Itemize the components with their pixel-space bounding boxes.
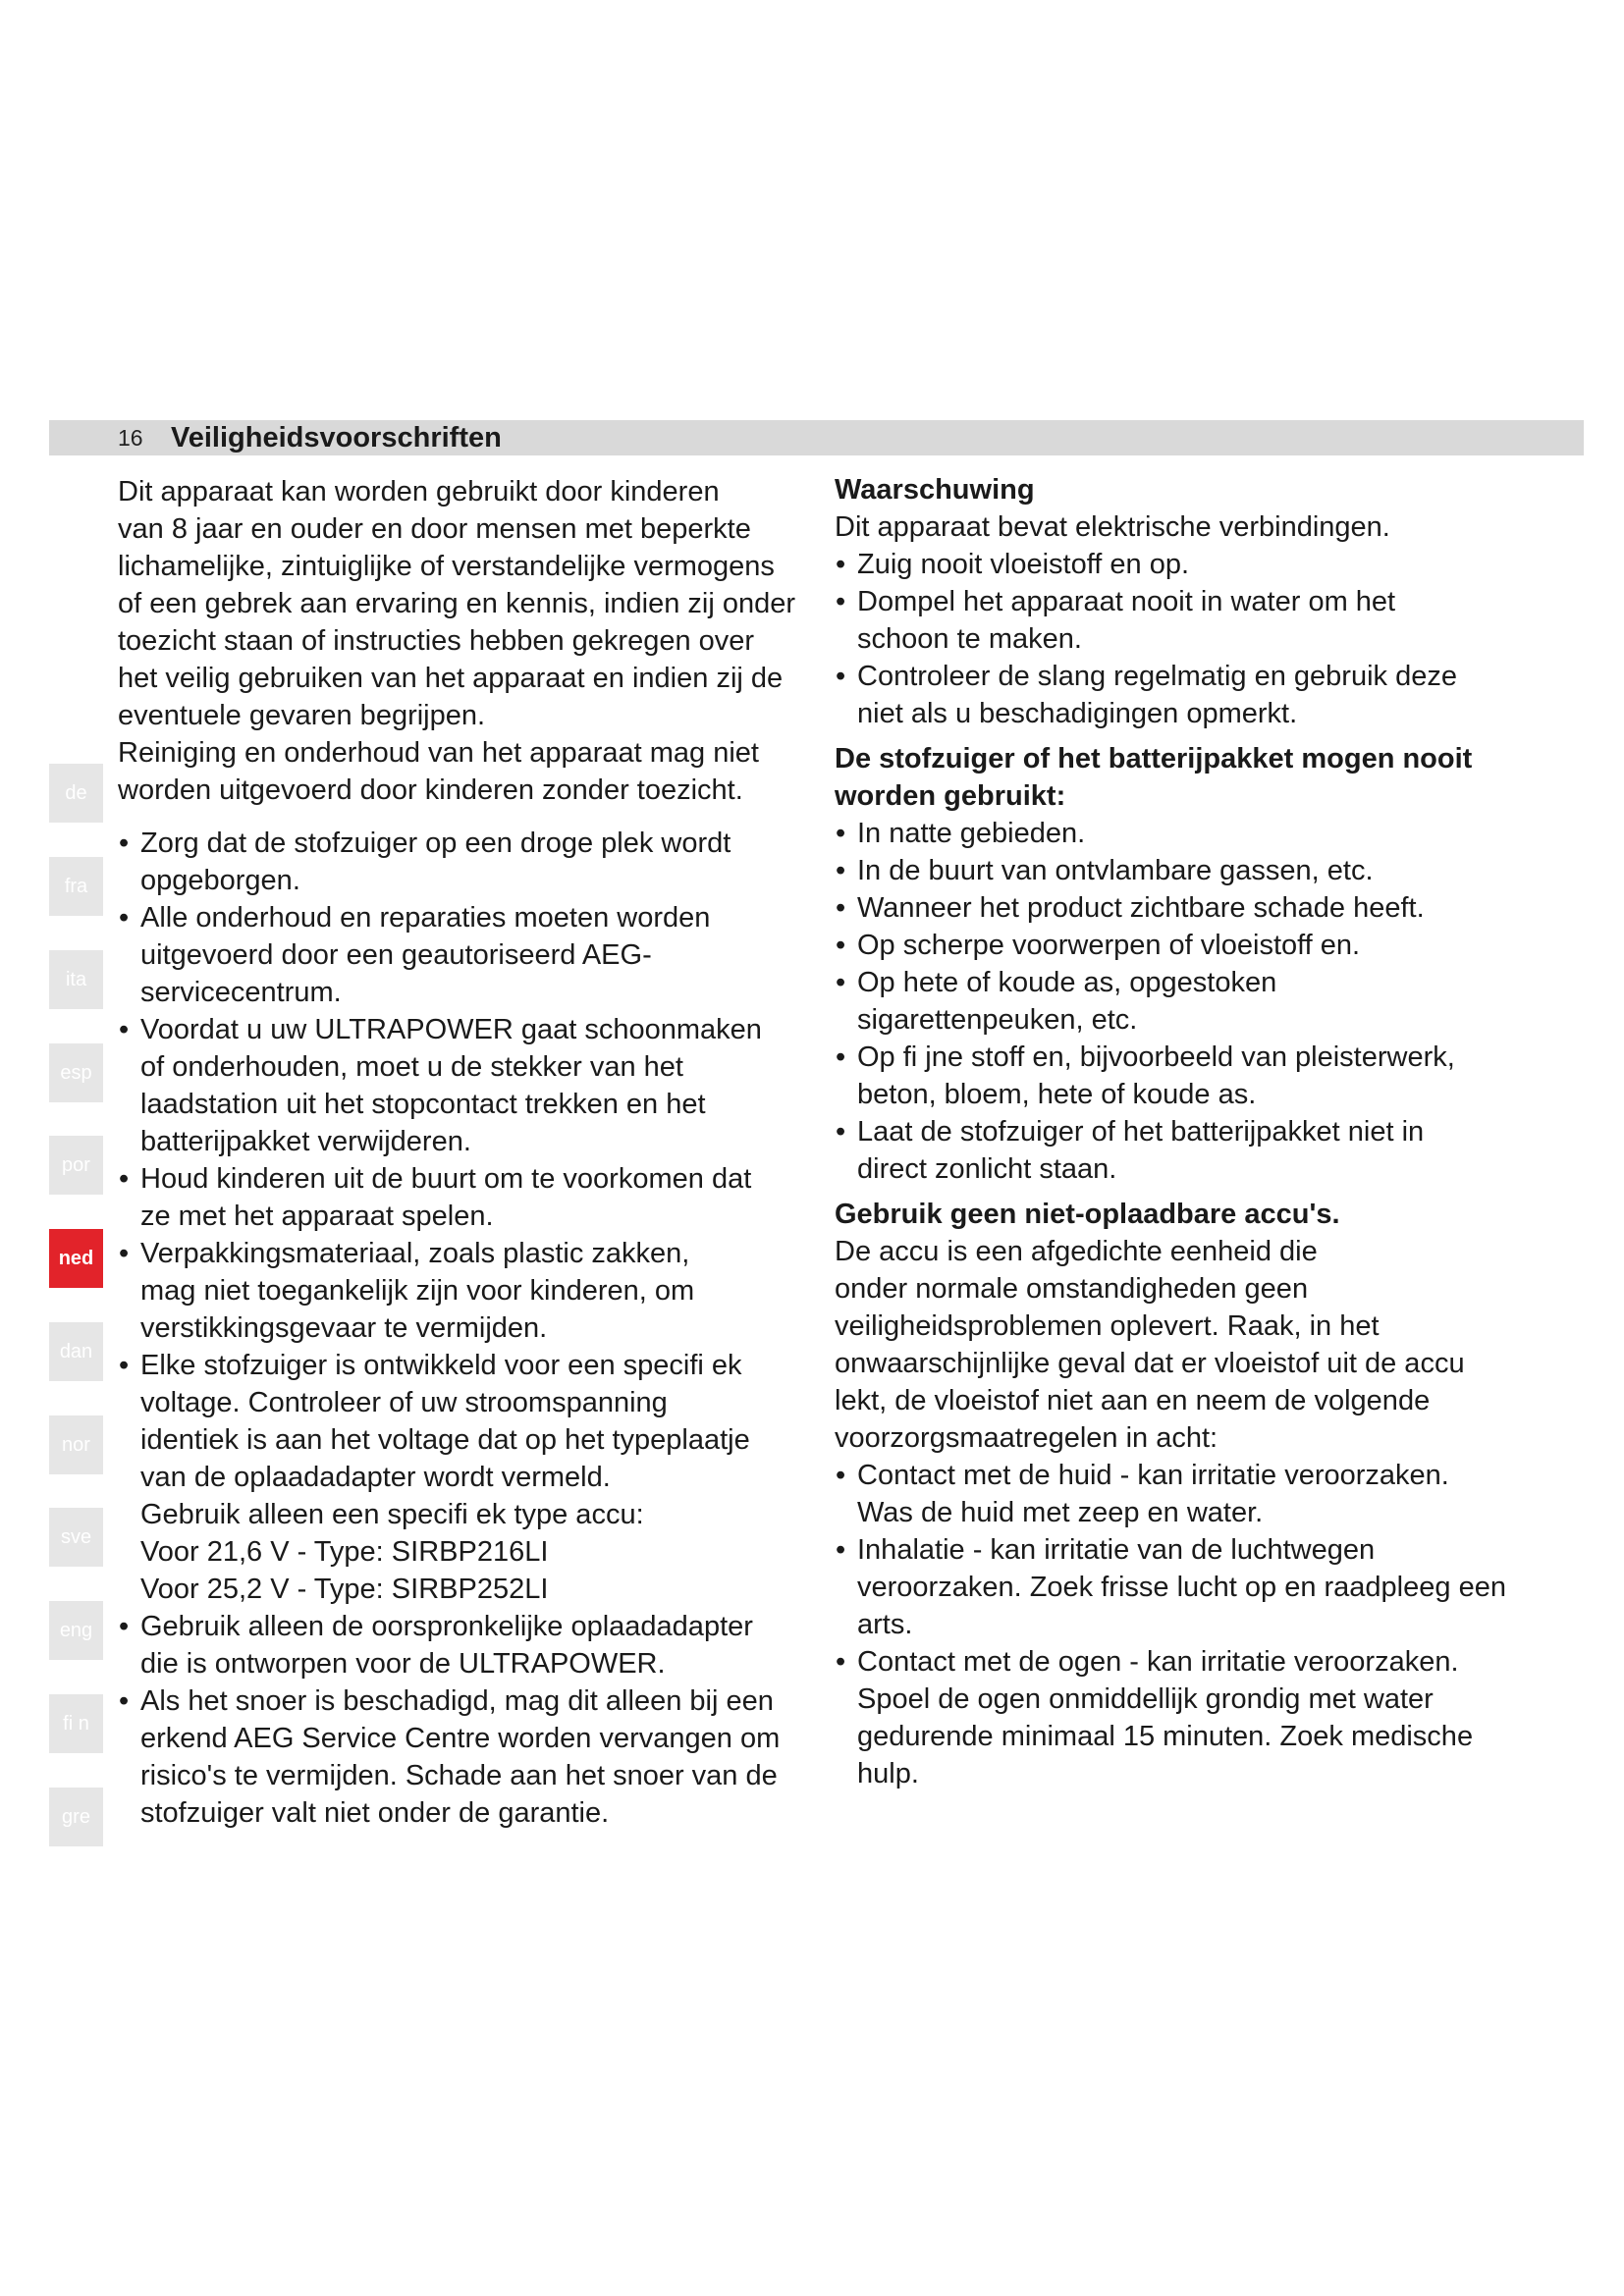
list-item-line: • Verpakkingsmateriaal, zoals plastic zakken, [140, 1238, 690, 1269]
warning-heading: Waarschuwing [835, 474, 1035, 506]
list-item [118, 1608, 795, 1682]
list-item-line: Gebruik alleen een specifi ek type accu: [140, 1499, 644, 1530]
list-item-line: Spoel de ogen onmiddellijk grondig met water [857, 1683, 1434, 1715]
lang-tab-gre[interactable]: gre [49, 1788, 103, 1846]
list-item-line: • Contact met de huid - kan irritatie veroorzaken. [857, 1460, 1449, 1491]
safety-bullet-list [118, 825, 795, 1832]
list-item [835, 1113, 1542, 1188]
intro-line: worden uitgevoerd door kinderen zonder toezicht. [118, 774, 743, 806]
warning-bullet-list [835, 546, 1542, 732]
list-item-line: veroorzaken. Zoek frisse lucht op en raadpleeg een [857, 1572, 1506, 1603]
list-item-line: • In natte gebieden. [857, 818, 1086, 849]
lang-tab-nor[interactable]: nor [49, 1415, 103, 1474]
list-item-line: uitgevoerd door een geautoriseerd AEG- [140, 939, 652, 971]
lang-tab-esp[interactable]: esp [49, 1043, 103, 1102]
list-item-line: mag niet toegankelijk zijn voor kinderen, om [140, 1275, 695, 1307]
intro-line: Reiniging en onderhoud van het apparaat mag niet [118, 737, 759, 769]
list-item-line: • Zorg dat de stofzuiger op een droge plek wordt [140, 828, 731, 859]
list-item [835, 927, 1542, 964]
list-item-line: risico's te vermijden. Schade aan het snoer van de [140, 1760, 778, 1791]
list-item [835, 583, 1542, 658]
battery-line: De accu is een afgedichte eenheid die [835, 1236, 1318, 1267]
list-item-line: • Op scherpe voorwerpen of vloeistoff en. [857, 930, 1361, 961]
list-item-line: of onderhouden, moet u de stekker van het [140, 1051, 683, 1083]
list-item-line: identiek is aan het voltage dat op het typeplaatje [140, 1424, 750, 1456]
list-item-line: • In de buurt van ontvlambare gassen, etc. [857, 855, 1374, 886]
lang-tab-de[interactable]: de [49, 764, 103, 823]
battery-line: voorzorgsmaatregelen in acht: [835, 1422, 1218, 1454]
page-number: 16 [118, 425, 143, 451]
list-item-line: • Gebruik alleen de oorspronkelijke oplaadadapter [140, 1611, 753, 1642]
list-item [835, 889, 1542, 927]
list-item-line: • Op fi jne stoff en, bijvoorbeeld van pleisterwerk, [857, 1041, 1455, 1073]
list-item-line: batterijpakket verwijderen. [140, 1126, 471, 1157]
intro-line: het veilig gebruiken van het apparaat en indien zij de [118, 663, 784, 694]
list-item-line: die is ontworpen voor de ULTRAPOWER. [140, 1648, 666, 1680]
never-use-bullet-list [835, 815, 1542, 1188]
list-item-line: • Contact met de ogen - kan irritatie veroorzaken. [857, 1646, 1459, 1678]
never-use-heading-line: worden gebruikt: [835, 780, 1066, 812]
list-item [835, 546, 1542, 583]
warning-intro: Dit apparaat bevat elektrische verbindingen. [835, 511, 1390, 543]
list-item [835, 815, 1542, 852]
never-use-heading [835, 740, 1542, 815]
list-item-line: • Houd kinderen uit de buurt om te voorkomen dat [140, 1163, 752, 1195]
list-item-line: • Op hete of koude as, opgestoken [857, 967, 1277, 998]
list-item [835, 1039, 1542, 1113]
lang-tab-por[interactable]: por [49, 1136, 103, 1195]
list-item-line: • Inhalatie - kan irritatie van de luchtwegen [857, 1534, 1376, 1566]
list-item [118, 1235, 795, 1347]
intro-line: toezicht staan of instructies hebben gekregen over [118, 625, 755, 657]
list-item [118, 1011, 795, 1160]
lang-tab-fin[interactable]: fi n [49, 1694, 103, 1753]
left-column [118, 473, 795, 1832]
list-item [118, 825, 795, 899]
list-item-line: • Alle onderhoud en reparaties moeten worden [140, 902, 711, 934]
right-column [835, 471, 1542, 1792]
list-item-line: • Als het snoer is beschadigd, mag dit alleen bij een [140, 1685, 774, 1717]
list-item-line: ze met het apparaat spelen. [140, 1201, 494, 1232]
list-item [118, 1682, 795, 1832]
lang-tab-ned[interactable]: ned [49, 1229, 103, 1288]
list-item-line: stofzuiger valt niet onder de garantie. [140, 1797, 610, 1829]
list-item [835, 1531, 1542, 1643]
list-item [118, 1347, 795, 1608]
intro-line: eventuele gevaren begrijpen. [118, 700, 486, 731]
battery-line: onder normale omstandigheden geen [835, 1273, 1309, 1305]
list-item-line: • Wanneer het product zichtbare schade heeft. [857, 892, 1425, 924]
lang-tab-ita[interactable]: ita [49, 950, 103, 1009]
lang-tab-eng[interactable]: eng [49, 1601, 103, 1660]
list-item-line: • Elke stofzuiger is ontwikkeld voor een specifi ek [140, 1350, 742, 1381]
list-item-line: gedurende minimaal 15 minuten. Zoek medische [857, 1721, 1474, 1752]
list-item-line: erkend AEG Service Centre worden vervangen om [140, 1723, 781, 1754]
list-item-line: schoon te maken. [857, 623, 1082, 655]
list-item-line: Voor 21,6 V - Type: SIRBP216LI [140, 1536, 549, 1568]
list-item-line: van de oplaadadapter wordt vermeld. [140, 1462, 611, 1493]
list-item-line: Voor 25,2 V - Type: SIRBP252LI [140, 1574, 549, 1605]
list-item-line: • Voordat u uw ULTRAPOWER gaat schoonmaken [140, 1014, 762, 1045]
list-item-line: opgeborgen. [140, 865, 300, 896]
list-item-line: • Laat de stofzuiger of het batterijpakket niet in [857, 1116, 1425, 1148]
list-item-line: direct zonlicht staan. [857, 1153, 1117, 1185]
intro-line: Dit apparaat kan worden gebruikt door kinderen [118, 476, 720, 507]
list-item [835, 658, 1542, 732]
list-item-line: • Zuig nooit vloeistoff en op. [857, 549, 1190, 580]
list-item-line: arts. [857, 1609, 913, 1640]
battery-bullet-list [835, 1457, 1542, 1792]
never-use-heading-line: De stofzuiger of het batterijpakket mogen nooit [835, 743, 1473, 774]
intro-paragraph [118, 473, 795, 809]
list-item-line: voltage. Controleer of uw stroomspanning [140, 1387, 668, 1418]
lang-tab-fra[interactable]: fra [49, 857, 103, 916]
intro-line: of een gebrek aan ervaring en kennis, indien zij onder [118, 588, 796, 619]
list-item [835, 964, 1542, 1039]
list-item-line: • Dompel het apparaat nooit in water om het [857, 586, 1396, 617]
list-item-line: sigarettenpeuken, etc. [857, 1004, 1138, 1036]
list-item [118, 899, 795, 1011]
list-item-line: beton, bloem, hete of koude as. [857, 1079, 1257, 1110]
lang-tab-sve[interactable]: sve [49, 1508, 103, 1567]
battery-line: lekt, de vloeistof niet aan en neem de volgende [835, 1385, 1431, 1416]
list-item-line: servicecentrum. [140, 977, 342, 1008]
list-item [118, 1160, 795, 1235]
list-item [835, 1457, 1542, 1531]
list-item-line: laadstation uit het stopcontact trekken en het [140, 1089, 706, 1120]
battery-heading: Gebruik geen niet-oplaadbare accu's. [835, 1199, 1340, 1230]
list-item [835, 852, 1542, 889]
intro-line: lichamelijke, zintuiglijke of verstandelijke vermogens [118, 551, 775, 582]
page-title: Veiligheidsvoorschriften [171, 422, 502, 454]
list-item-line: • Controleer de slang regelmatig en gebruik deze [857, 661, 1457, 692]
list-item-line: Was de huid met zeep en water. [857, 1497, 1264, 1528]
battery-line: veiligheidsproblemen oplevert. Raak, in het [835, 1310, 1380, 1342]
battery-line: onwaarschijnlijke geval dat er vloeistof uit de accu [835, 1348, 1465, 1379]
battery-paragraph [835, 1233, 1542, 1457]
list-item-line: niet als u beschadigingen opmerkt. [857, 698, 1298, 729]
list-item-line: verstikkingsgevaar te vermijden. [140, 1312, 548, 1344]
lang-tab-dan[interactable]: dan [49, 1322, 103, 1381]
list-item-line: hulp. [857, 1758, 919, 1789]
list-item [835, 1643, 1542, 1792]
intro-line: van 8 jaar en ouder en door mensen met beperkte [118, 513, 751, 545]
